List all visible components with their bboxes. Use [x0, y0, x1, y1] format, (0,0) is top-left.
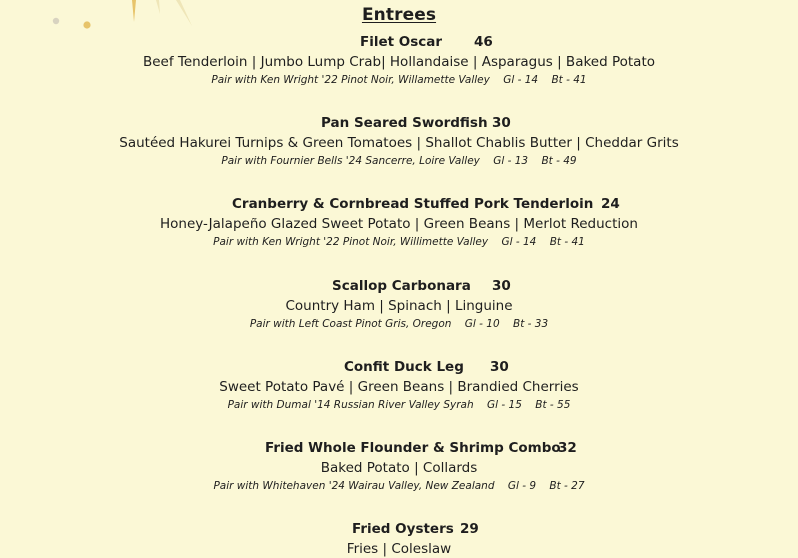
- wine-pairing: [0, 235, 798, 249]
- pairing-text: Pair with Left Coast Pinot Gris, Oregon: [249, 318, 452, 330]
- pairing-text: Pair with Whitehaven '24 Wairau Valley, New Zealand: [213, 480, 495, 492]
- pairing-text: Pair with Ken Wright '22 Pinot Noir, Willimette Valley: [213, 236, 489, 248]
- wine-pairing: [0, 317, 798, 331]
- wine-pairing: [0, 479, 798, 493]
- entree-price: 30: [492, 115, 511, 131]
- entree-title: [352, 520, 479, 538]
- entree-price: 24: [601, 196, 620, 212]
- bottle-price: Bt - 41: [551, 74, 587, 86]
- bottle-price: Bt - 55: [535, 399, 571, 411]
- entree-name: Scallop Carbonara: [332, 278, 471, 294]
- entree-title: [344, 358, 509, 376]
- pairing-text: Pair with Ken Wright '22 Pinot Noir, Willamette Valley: [211, 74, 490, 86]
- pairing-text: Pair with Dumal '14 Russian River Valley Syrah: [227, 399, 474, 411]
- entree-title: [332, 277, 511, 295]
- glass-price: Gl - 9: [507, 480, 537, 492]
- entree-description: Baked Potato | Collards: [320, 460, 478, 476]
- glass-price: Gl - 14: [503, 74, 539, 86]
- glass-price: Gl - 14: [501, 236, 537, 248]
- bottle-price: Bt - 41: [549, 236, 585, 248]
- entree-name: Fried Whole Flounder & Shrimp Combo: [265, 440, 561, 456]
- entree-description: Sweet Potato Pavé | Green Beans | Brandied Cherries: [219, 379, 579, 395]
- glass-price: Gl - 13: [493, 155, 529, 167]
- entree-description: Country Ham | Spinach | Linguine: [285, 298, 513, 314]
- entree-price: 30: [490, 359, 509, 375]
- section-heading: Entrees: [361, 5, 437, 25]
- pairing-text: Pair with Fournier Bells '24 Sancerre, Loire Valley: [221, 155, 480, 167]
- entree-description: Sautéed Hakurei Turnips & Green Tomatoes | Shallot Chablis Butter | Cheddar Grits: [119, 135, 679, 151]
- wine-pairing: [0, 154, 798, 168]
- glass-price: Gl - 10: [464, 318, 500, 330]
- entree-title: [232, 195, 620, 213]
- entree-name: Pan Seared Swordfish: [321, 115, 488, 131]
- entree-name: Filet Oscar: [360, 34, 443, 50]
- bottle-price: Bt - 49: [541, 155, 577, 167]
- entree-price: 30: [492, 278, 511, 294]
- entree-description: Honey-Jalapeño Glazed Sweet Potato | Green Beans | Merlot Reduction: [160, 216, 638, 232]
- wine-pairing: [0, 398, 798, 412]
- entree-price: 46: [474, 34, 493, 50]
- entree-name: Fried Oysters: [352, 521, 454, 537]
- entree-price: 29: [460, 521, 479, 537]
- wine-pairing: [0, 73, 798, 87]
- glass-price: Gl - 15: [487, 399, 522, 411]
- entree-title: [265, 439, 577, 457]
- entree-description: Fries | Coleslaw: [346, 541, 452, 557]
- entree-price: 32: [558, 440, 577, 456]
- entree-title: [360, 33, 493, 51]
- entree-description: Beef Tenderloin | Jumbo Lump Crab| Hollandaise | Asparagus | Baked Potato: [142, 54, 656, 70]
- entree-title: [321, 114, 511, 132]
- bottle-price: Bt - 27: [549, 480, 585, 492]
- entree-name: Cranberry & Cornbread Stuffed Pork Tenderloin: [232, 196, 594, 212]
- bottle-price: Bt - 33: [513, 318, 549, 330]
- entree-name: Confit Duck Leg: [344, 359, 464, 375]
